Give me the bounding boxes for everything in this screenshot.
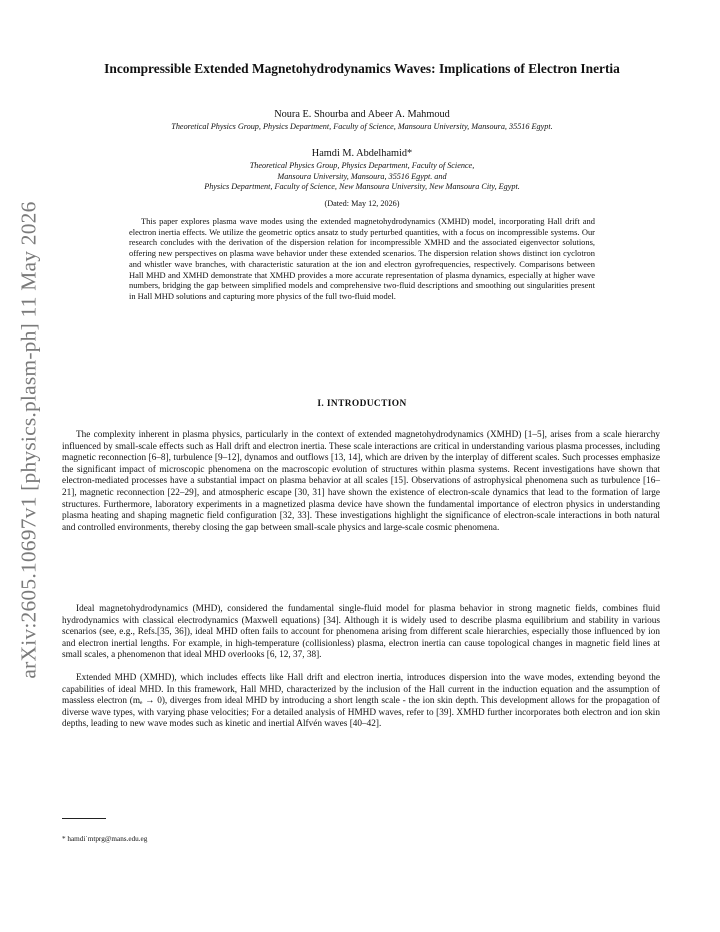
affiliation-1: Theoretical Physics Group, Physics Department, Faculty of Science, Mansoura University, Mansoura, 35516 Egypt. bbox=[171, 122, 553, 131]
footnote-rule bbox=[62, 818, 106, 819]
paper-title: Incompressible Extended Magnetohydrodynamics Waves: Implications of Electron Inertia bbox=[104, 61, 620, 76]
corresponding-author: Hamdi M. Abdelhamid* bbox=[311, 148, 413, 159]
section-heading-introduction: I. INTRODUCTION bbox=[317, 399, 407, 409]
affiliation-2-line-2: Mansoura University, Mansoura, 35516 Egypt. and bbox=[277, 171, 447, 181]
affiliation-2 bbox=[60, 161, 664, 193]
dated-line: (Dated: May 12, 2026) bbox=[324, 199, 400, 208]
abstract: This paper explores plasma wave modes using the extended magnetohydrodynamics (XMHD) model, incorporating Hall drift and electron inertia effects. We utilize the geometric optics ansatz to study perturbed quantities, with a focus on incompressible systems. Our research concludes with the derivation of the dispersion relation for incompressible XMHD and the associated eigenvector solutions, offering new perspectives on plasma wave behavior under these extended scenarios. The dispersion relation shows distinct ion cyclotron and whistler wave branches, with characteristic saturation at the ion and electron gyrofrequencies, respectively. Comparisons between Hall MHD and XMHD demonstrate that XMHD provides a more accurate representation of plasma dynamics, especially at higher wave numbers, bridging the gap between simplified models and comprehensive two-fluid descriptions and smoothing out singularities present in Hall MHD solutions and capturing more physics of the full two-fluid model. bbox=[129, 216, 595, 301]
arxiv-sidebar-stamp bbox=[8, 201, 50, 679]
intro-paragraph-2: Ideal magnetohydrodynamics (MHD), considered the fundamental single-fluid model for plasma behavior in strong magnetic fields, combines fluid hydrodynamics with classical electrodynamics (Maxwell equations) [34]. Although it is widely used to describe plasma equilibrium and stability in various scenarios (see, e.g., Refs.[35, 36]), ideal MHD often fails to account for phenomena arising from different scale hierarchies, especially those influenced by ion and electron inertial lengths. For example, in high-temperature (collisionless) plasma, electron inertia can cause topological changes in magnetic field lines at small scales, a phenomenon that ideal MHD overlooks [6, 12, 37, 38]. bbox=[62, 604, 660, 661]
intro-paragraph-3: Extended MHD (XMHD), which includes effects like Hall drift and electron inertia, introduces dispersion into the wave modes, extending beyond the capabilities of ideal MHD. In this framework, Hall MHD, characterized by the inclusion of the Hall current in the induction equation and the assumption of massless electron (mₑ → 0), diverges from ideal MHD by introducing a short length scale - the ion skin depth. This development allows for the propagation of diverse wave types, with varying phase velocities; For a detailed analysis of HMHD waves, refer to [39]. XMHD further incorporates both electron and ion skin depths, leading to new wave modes such as kinetic and inertial Alfvén waves [40–42]. bbox=[62, 673, 660, 730]
authors-line: Noura E. Shourba and Abeer A. Mahmoud bbox=[274, 109, 450, 120]
affiliation-2-line-3: Physics Department, Faculty of Science, New Mansoura University, New Mansoura City, Egypt. bbox=[204, 182, 520, 192]
arxiv-identifier: arXiv:2605.10697v1 [physics.plasm-ph] 11 May 2026 bbox=[16, 201, 41, 679]
intro-paragraph-1: The complexity inherent in plasma physics, particularly in the context of extended magnetohydrodynamics (XMHD) [1–5], arises from a scale hierarchy influenced by small-scale effects such as Hall drift and electron inertia. These scale interactions are critical in understanding various plasma processes, including magnetic reconnection [6–8], turbulence [9–12], dynamos and outflows [13, 14], which are driven by the interplay of different scales. Such processes emphasize the significant impact of microscopic phenomena on the macroscopic evolution of structures within plasma systems. Recent investigations have shown that electron-mediated processes have a substantial impact on plasma behavior at all scales [15]. Observations of astrophysical phenomena such as turbulence [16–21], magnetic reconnection [22–29], and atmospheric escape [30, 31] have shown the existence of electron-scale dynamics that lead to the formation of large structures. Furthermore, laboratory experiments in a magnetized plasma device have shown the fundamental importance of electron physics in understanding plasma heating and shaping magnetic field configuration [32, 33]. These investigations highlight the significance of electron-scale interactions in both natural and controlled environments, thereby closing the gap between small-scale physics and large-scale cosmic phenomena. bbox=[62, 430, 660, 533]
footnote-email: * hamdi˙mtprg@mans.edu.eg bbox=[62, 835, 148, 843]
affiliation-2-line-1: Theoretical Physics Group, Physics Department, Faculty of Science, bbox=[249, 161, 475, 170]
